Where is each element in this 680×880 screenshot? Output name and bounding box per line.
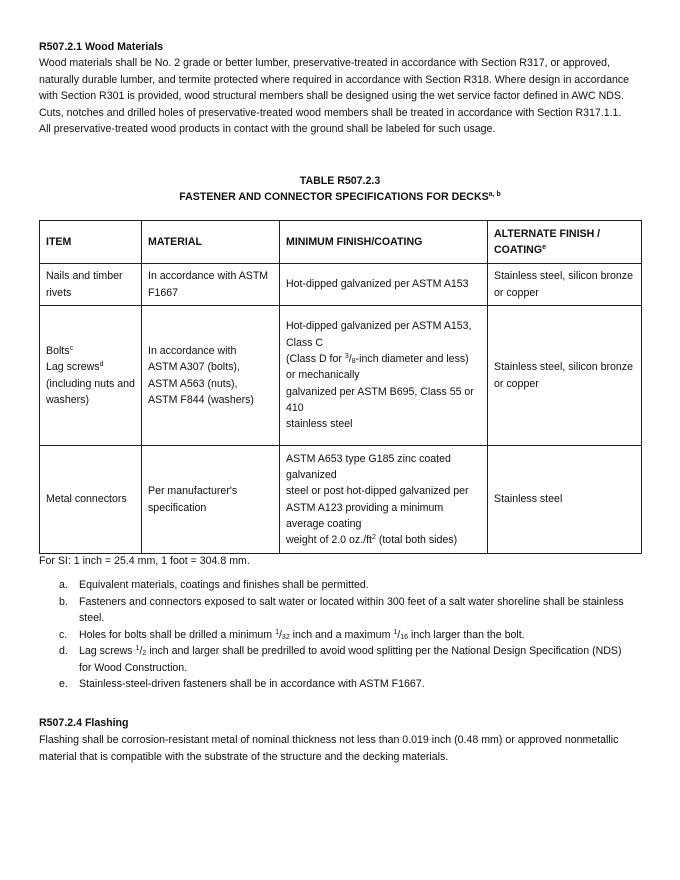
cell-finish: Hot-dipped galvanized per ASTM A153 [280, 264, 488, 306]
header-alternate-footnote-ref: e [542, 244, 546, 251]
header-alternate: ALTERNATE FINISH / COATING$^e$ [488, 221, 642, 264]
cell-alternate: Stainless steel [488, 446, 642, 554]
table-title-footnote-ref: a, b [488, 191, 501, 198]
header-item: ITEM [40, 221, 142, 264]
table-header-row [40, 221, 642, 264]
footnote-a: a. Equivalent materials, coatings and finishes shall be permitted. [59, 579, 369, 591]
footnote-d: d. Lag screws $^1/_2$ inch and larger shall be predrilled to avoid wood splitting per the National Design Specification (NDS) for Wood Construction. [59, 645, 622, 674]
wood-materials-heading: R507.2.1 Wood Materials [39, 41, 164, 53]
table-row [40, 264, 642, 306]
cell-alternate: Stainless steel, silicon bronze or copper [488, 306, 642, 446]
cell-finish: Hot-dipped galvanized per ASTM A153, Class C (Class D for $^3/_8$-inch diameter and less) or mechanically galvanized per ASTM B695, Class 55 or 410 stainless steel [280, 306, 488, 446]
cell-material: In accordance with ASTM A307 (bolts), ASTM A563 (nuts), ASTM F844 (washers) [142, 306, 280, 446]
footnote-c: c. Holes for bolts shall be drilled a minimum $^1/_{32}$ inch and a maximum $^1/_{16}$ inch larger than the bolt. [59, 628, 525, 641]
header-finish: MINIMUM FINISH/COATING [280, 221, 488, 264]
flashing-text: Flashing shall be corrosion-resistant metal of nominal thickness not less than 0.019 inch (0.48 mm) or approved nonmetallic material that is compatible with the substrate of the structure and the decking materials. [39, 734, 619, 763]
flashing-heading: R507.2.4 Flashing [39, 717, 129, 729]
table-row [40, 306, 642, 446]
si-conversion-note: For SI: 1 inch = 25.4 mm, 1 foot = 304.8 mm. [39, 555, 250, 567]
cell-material: In accordance with ASTM F1667 [142, 264, 280, 306]
cell-item: Bolts$^c$ Lag screws$^d$ (including nuts and washers) [40, 306, 142, 446]
wood-materials-text: Wood materials shall be No. 2 grade or better lumber, preservative-treated in accordance with Section R317, or approved, naturally durable lumber, and termite protected where required in accordance with Section R318. Where design in accordance with Section R301 is provided, wood structural members shall be designed using the wet service factor defined in AWC NDS. Cuts, notches and drilled holes of preservative-treated wood members shall be treated in accordance with Section R317.1.1. All preservative-treated wood products in contact with the ground shall be labeled for such usage. [39, 57, 630, 135]
table-number: TABLE R507.2.3 [299, 175, 381, 187]
table-row [40, 446, 642, 554]
cell-alternate: Stainless steel, silicon bronze or copper [488, 264, 642, 306]
cell-item: Metal connectors [40, 446, 142, 554]
cell-finish: ASTM A653 type G185 zinc coated galvanized steel or post hot-dipped galvanized per ASTM A123 providing a minimum average coating weight of 2.0 $oz./ft^2$ (total both sides) [280, 446, 488, 554]
cell-item: Nails and timber rivets [40, 264, 142, 306]
table-footnotes [59, 577, 629, 693]
header-material: MATERIAL [142, 221, 280, 264]
footnote-e: e. Stainless-steel-driven fasteners shall be in accordance with ASTM F1667. [59, 678, 425, 690]
footnote-b: b. Fasteners and connectors exposed to salt water or located within 300 feet of a salt water shoreline shall be stainless steel. [59, 595, 624, 624]
table-title: FASTENER AND CONNECTOR SPECIFICATIONS FOR DECKS$^{a, b}$ [179, 191, 501, 203]
cell-material: Per manufacturer's specification [142, 446, 280, 554]
fastener-specification-table [39, 220, 642, 554]
